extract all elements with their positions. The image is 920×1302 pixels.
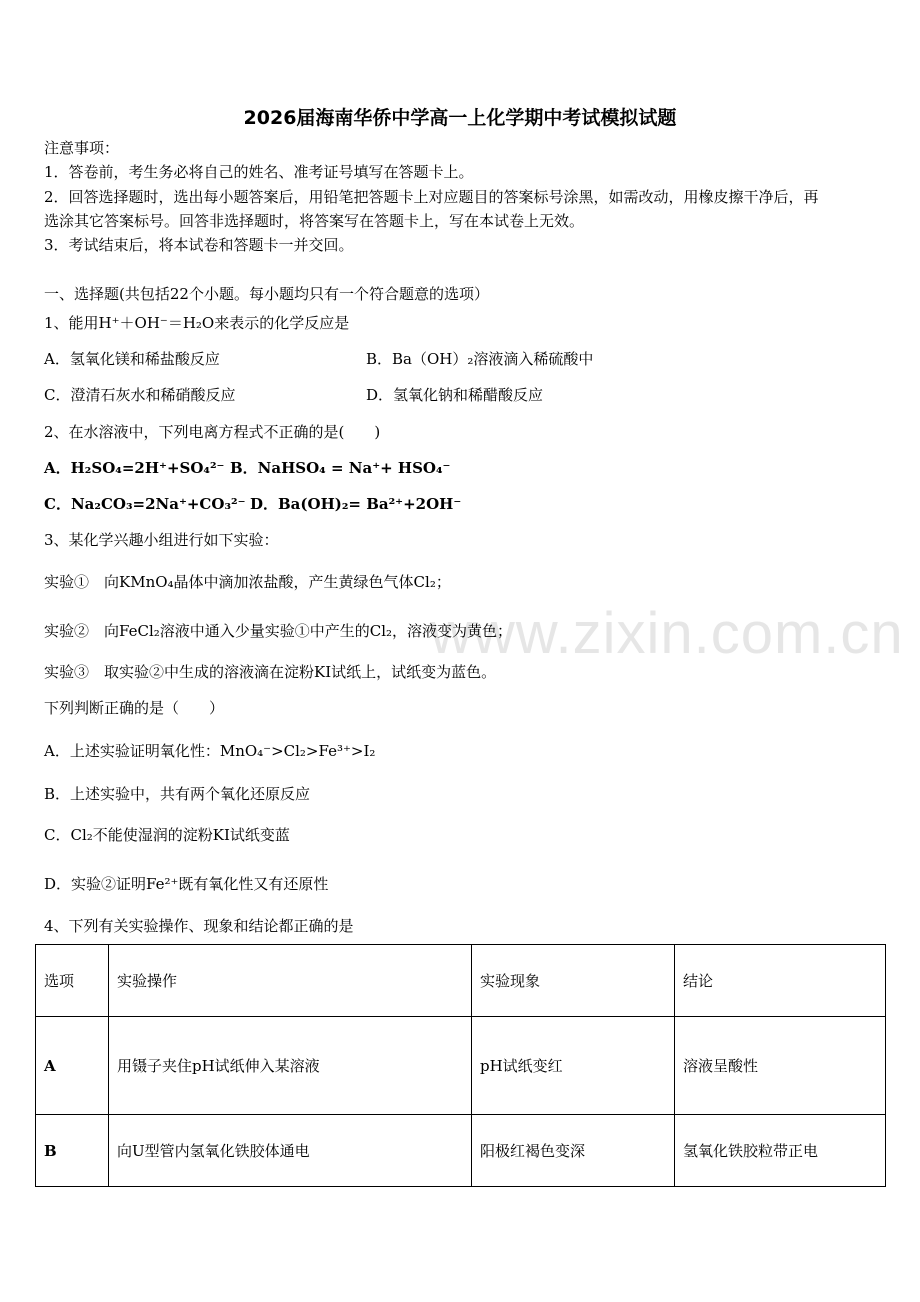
q2-option-c: C．Na₂CO₃=2Na⁺+CO₃²⁻ <box>44 495 246 513</box>
q3-stem: 3、某化学兴趣小组进行如下实验： <box>44 531 279 549</box>
table-row <box>36 1115 886 1187</box>
table-cell: A <box>36 1017 109 1115</box>
q1-option-a: A．氢氧化镁和稀盐酸反应 <box>44 350 220 368</box>
q2-option-d: D．Ba(OH)₂= Ba²⁺+2OH⁻ <box>250 495 462 513</box>
q1-option-c: C．澄清石灰水和稀硝酸反应 <box>44 386 236 404</box>
table-header-cell: 实验现象 <box>472 945 675 1017</box>
table-cell: 阳极红褐色变深 <box>472 1115 675 1187</box>
notes-heading: 注意事项： <box>44 139 120 157</box>
page-title: 2026届海南华侨中学高一上化学期中考试模拟试题 <box>243 107 677 129</box>
table-cell: 溶液呈酸性 <box>675 1017 886 1115</box>
table-cell: 氢氧化铁胶粒带正电 <box>675 1115 886 1187</box>
watermark: www.zixin.com.cn <box>430 601 904 666</box>
note-2a: 2．回答选择题时，选出每小题答案后，用铅笔把答题卡上对应题目的答案标号涂黑，如需改动，用橡皮擦干净后，再 <box>44 188 819 206</box>
table-header-cell: 结论 <box>675 945 886 1017</box>
table-header-cell: 选项 <box>36 945 109 1017</box>
table-cell: 用镊子夹住pH试纸伸入某溶液 <box>109 1017 472 1115</box>
q3-option-a: A．上述实验证明氧化性：MnO₄⁻>Cl₂>Fe³⁺>I₂ <box>44 742 376 760</box>
q3-experiment-2: 实验② 向FeCl₂溶液中通入少量实验①中产生的Cl₂，溶液变为黄色； <box>44 622 513 640</box>
table-cell: 向U型管内氢氧化铁胶体通电 <box>109 1115 472 1187</box>
q3-option-b: B．上述实验中，共有两个氧化还原反应 <box>44 785 311 803</box>
q3-option-d: D．实验②证明Fe²⁺既有氧化性又有还原性 <box>44 875 329 893</box>
note-3: 3．考试结束后，将本试卷和答题卡一并交回。 <box>44 236 354 254</box>
q2-option-a: A．H₂SO₄=2H⁺+SO₄²⁻ <box>44 459 225 477</box>
q3-option-c: C．Cl₂不能使湿润的淀粉KI试纸变蓝 <box>44 826 290 844</box>
q1-stem: 1、能用H⁺＋OH⁻＝H₂O来表示的化学反应是 <box>44 314 350 332</box>
table-header-row <box>36 945 886 1017</box>
q3-ask: 下列判断正确的是（ ） <box>44 699 225 717</box>
section-heading: 一、选择题(共包括22个小题。每小题均只有一个符合题意的选项） <box>44 285 489 303</box>
table-cell: B <box>36 1115 109 1187</box>
q3-experiment-1: 实验① 向KMnO₄晶体中滴加浓盐酸，产生黄绿色气体Cl₂； <box>44 573 451 591</box>
table-header-cell: 实验操作 <box>109 945 472 1017</box>
q2-option-b: B．NaHSO₄ = Na⁺+ HSO₄⁻ <box>230 459 451 477</box>
note-1: 1．答卷前，考生务必将自己的姓名、准考证号填写在答题卡上。 <box>44 163 474 181</box>
table-row <box>36 1017 886 1115</box>
q2-stem: 2、在水溶液中，下列电离方程式不正确的是( ) <box>44 423 381 441</box>
note-2b: 选涂其它答案标号。回答非选择题时，将答案写在答题卡上，写在本试卷上无效。 <box>44 212 585 230</box>
q4-table <box>35 944 886 1187</box>
q3-experiment-3: 实验③ 取实验②中生成的溶液滴在淀粉KI试纸上，试纸变为蓝色。 <box>44 663 497 681</box>
q1-option-d: D．氢氧化钠和稀醋酸反应 <box>366 386 544 404</box>
table-cell: pH试纸变红 <box>472 1017 675 1115</box>
q1-option-b: B．Ba（OH）₂溶液滴入稀硫酸中 <box>366 350 594 368</box>
q4-stem: 4、下列有关实验操作、现象和结论都正确的是 <box>44 917 354 935</box>
